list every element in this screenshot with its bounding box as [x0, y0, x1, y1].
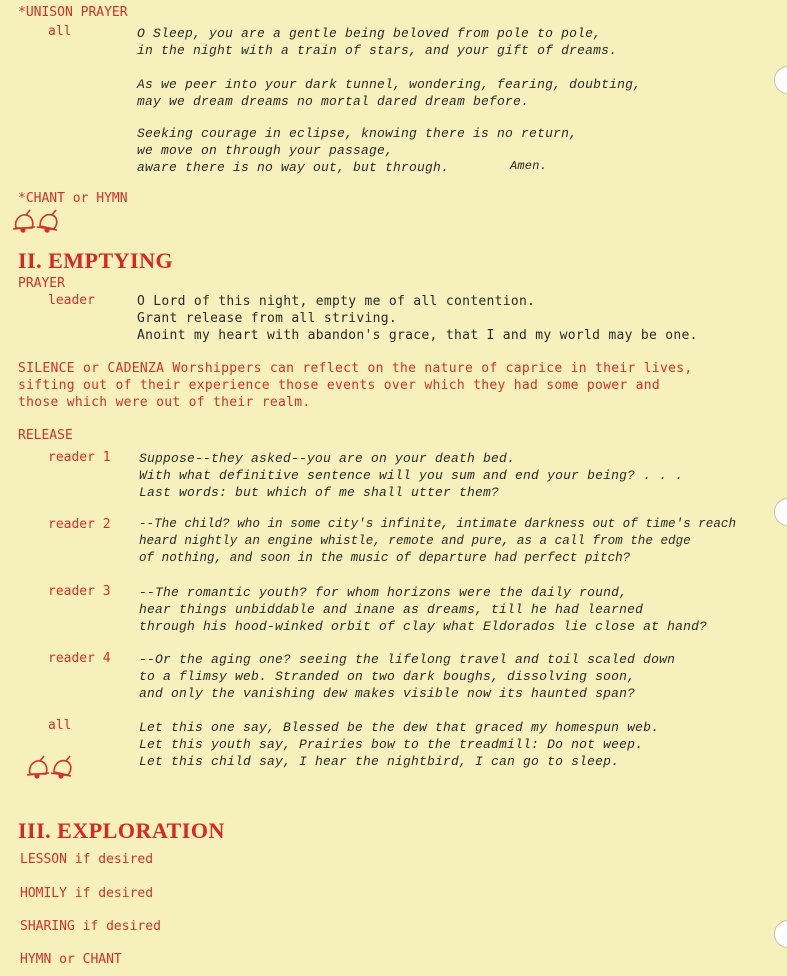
leader-prayer — [137, 293, 698, 344]
text-line: heard nightly an engine whistle, remote and pure, as a call from the edge — [139, 534, 691, 548]
text-line: in the night with a train of stars, and your gift of dreams. — [137, 43, 618, 58]
text-line: Let this youth say, Prairies bow to the treadmill: Do not weep. — [139, 737, 644, 752]
text-line: SILENCE or CADENZA Worshippers can reflect on the nature of caprice in their lives, — [18, 361, 693, 376]
reader-3-text — [139, 584, 707, 635]
item-note: if desired — [74, 852, 154, 867]
section-heading-emptying: II. EMPTYING — [18, 248, 174, 273]
text-line: --Or the aging one? seeing the lifelong travel and toil scaled down — [139, 652, 676, 667]
release-label: RELEASE — [18, 428, 73, 443]
text-line: may we dream dreams no mortal dared dream before. — [137, 94, 530, 109]
text-line: of nothing, and soon in the music of departure had perfect pitch? — [139, 551, 631, 565]
unison-speaker: all — [48, 24, 72, 39]
exploration-item-lesson — [20, 852, 153, 867]
reader-1-label: reader 1 — [48, 450, 111, 465]
item-note: or CHANT — [59, 952, 122, 967]
all-label: all — [48, 718, 72, 733]
text-line: Seeking courage in eclipse, knowing there is no return, — [137, 126, 578, 141]
text-line: --The child? who in some city's infinite, intimate darkness out of time's reach — [139, 517, 737, 531]
leader-label: leader — [48, 293, 95, 308]
text-line: we move on through your passage, — [137, 143, 394, 158]
text-line: Suppose--they asked--you are on your death bed. — [139, 451, 516, 466]
unison-stanza-2 — [137, 76, 641, 110]
text-line: Let this child say, I hear the nightbird, I can go to sleep. — [139, 754, 620, 769]
text-line: With what definitive sentence will you sum and end your being? . . . — [139, 468, 684, 483]
binder-hole-top — [774, 66, 787, 94]
chant-or-hymn-label: *CHANT or HYMN — [18, 191, 128, 206]
amen-text: Amen. — [510, 159, 548, 173]
text-line: through his hood-winked orbit of clay what Eldorados lie close at hand? — [139, 619, 708, 634]
reader-4-text — [139, 651, 675, 702]
item-note: if desired — [74, 886, 154, 901]
reader-2-label: reader 2 — [48, 517, 111, 532]
silence-cadenza-text — [18, 360, 693, 411]
item-label: LESSON — [20, 852, 67, 867]
text-line: Let this one say, Blessed be the dew that graced my homespun web. — [139, 720, 660, 735]
text-line: those which were out of their realm. — [18, 395, 311, 410]
section-heading-exploration: III. EXPLORATION — [18, 818, 225, 843]
text-line: Anoint my heart with abandon's grace, that I and my world may be one. — [137, 328, 698, 343]
all-response-text — [139, 719, 659, 770]
text-line: to a flimsy web. Stranded on two dark boughs, dissolving soon, — [139, 669, 636, 684]
exploration-item-homily — [20, 886, 153, 901]
text-line: O Lord of this night, empty me of all contention. — [137, 294, 536, 309]
text-line: hear things unbiddable and inane as dreams, till he had learned — [139, 602, 644, 617]
text-line: and only the vanishing dew makes visible now its haunted span? — [139, 686, 636, 701]
text-line: aware there is no way out, but through. — [137, 160, 450, 175]
bells-icon — [24, 752, 80, 780]
text-line: --The romantic youth? for whom horizons were the daily round, — [139, 585, 628, 600]
binder-hole-bottom — [774, 920, 787, 948]
item-label: HOMILY — [20, 886, 67, 901]
text-line: Grant release from all striving. — [137, 311, 398, 326]
item-label: SHARING — [20, 919, 75, 934]
reader-3-label: reader 3 — [48, 584, 111, 599]
reader-1-text — [139, 450, 683, 501]
unison-stanza-1 — [137, 25, 617, 59]
item-label: HYMN — [20, 952, 52, 967]
bells-icon — [10, 206, 66, 234]
text-line: Last words: but which of me shall utter them? — [139, 485, 500, 500]
text-line: O Sleep, you are a gentle being beloved from pole to pole, — [137, 26, 602, 41]
reader-2-text — [139, 516, 736, 567]
exploration-item-hymn — [20, 952, 122, 967]
item-note: if desired — [82, 919, 161, 934]
binder-hole-middle — [774, 498, 787, 526]
unison-prayer-heading: *UNISON PRAYER — [18, 5, 128, 20]
text-line: sifting out of their experience those events over which they had some power and — [18, 378, 661, 393]
exploration-item-sharing — [20, 919, 161, 934]
text-line: As we peer into your dark tunnel, wondering, fearing, doubting, — [137, 77, 642, 92]
prayer-label: PRAYER — [18, 276, 65, 291]
reader-4-label: reader 4 — [48, 651, 111, 666]
